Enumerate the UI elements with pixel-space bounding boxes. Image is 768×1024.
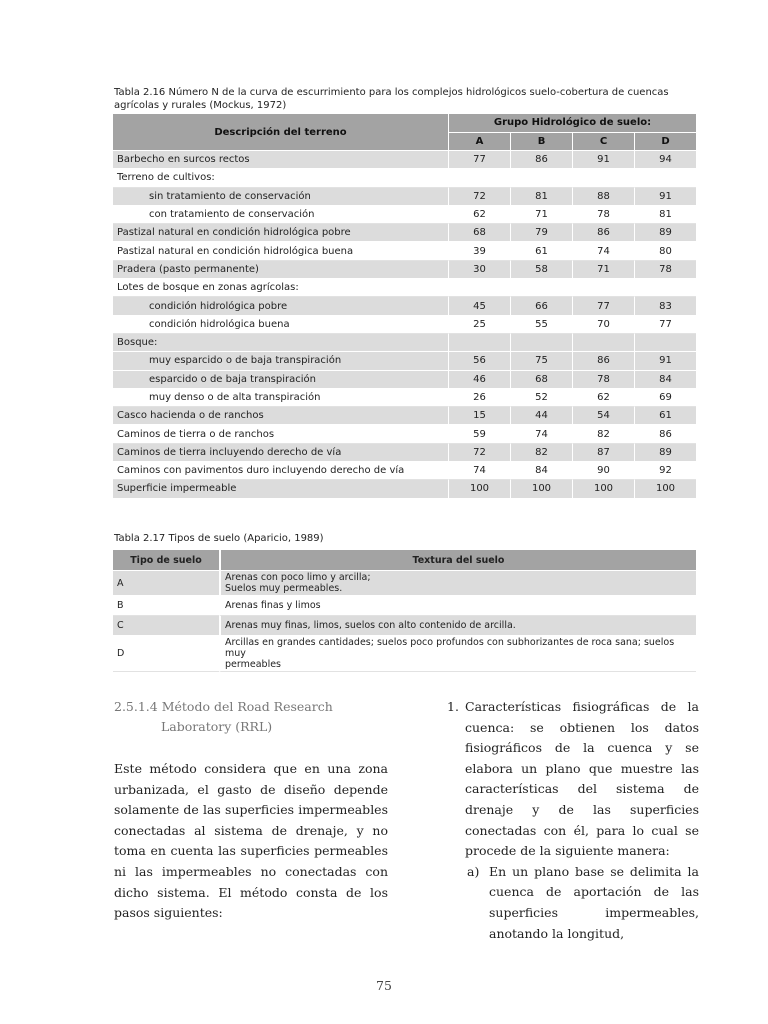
- texture-line: Arenas muy finas, limos, suelos con alto contenido de arcilla.: [225, 620, 516, 631]
- header-soil-type: Tipo de suelo: [113, 550, 219, 571]
- soil-texture-cell: [219, 596, 696, 616]
- cell-group-c: 70: [572, 316, 634, 334]
- cell-group-a: 15: [448, 407, 510, 425]
- soil-texture-cell: [219, 636, 696, 672]
- cell-group-d: 61: [634, 407, 696, 425]
- cell-group-c: [572, 169, 634, 187]
- row-description: Bosque:: [113, 334, 448, 352]
- cell-group-d: 91: [634, 188, 696, 206]
- cell-group-b: 75: [510, 352, 572, 370]
- cell-group-b: 86: [510, 151, 572, 169]
- cell-group-b: [510, 279, 572, 297]
- table-row: [113, 151, 696, 169]
- sub-list-item: [467, 862, 699, 944]
- steps-list: [447, 697, 699, 944]
- cell-group-d: [634, 279, 696, 297]
- sub-list-item-text: En un plano base se delimita la cuenca de aportación de las superficies impermeables, anotando la longitud,: [489, 863, 699, 941]
- list-item: [447, 697, 699, 944]
- header-group-a: A: [448, 133, 510, 152]
- cell-group-a: 56: [448, 352, 510, 370]
- sub-list-item-marker: a): [467, 863, 480, 879]
- table-row: [113, 425, 696, 443]
- soil-texture-cell: [219, 571, 696, 596]
- table-217: [113, 550, 696, 672]
- cell-group-b: 100: [510, 480, 572, 498]
- row-description: con tratamiento de conservación: [113, 206, 448, 224]
- cell-group-c: 86: [572, 224, 634, 242]
- cell-group-d: 91: [634, 352, 696, 370]
- row-description: esparcido o de baja transpiración: [113, 371, 448, 389]
- section-heading-line1: 2.5.1.4 Método del Road Research: [114, 699, 333, 714]
- row-description: condición hidrológica pobre: [113, 297, 448, 315]
- soil-texture-cell: [219, 616, 696, 636]
- row-description: Barbecho en surcos rectos: [113, 151, 448, 169]
- row-description: muy denso o de alta transpiración: [113, 389, 448, 407]
- section-heading: [114, 697, 333, 737]
- cell-group-d: 89: [634, 224, 696, 242]
- cell-group-a: 26: [448, 389, 510, 407]
- table-row: [113, 407, 696, 425]
- cell-group-c: 78: [572, 206, 634, 224]
- page-number: 75: [376, 978, 392, 993]
- cell-group-c: 100: [572, 480, 634, 498]
- table-row: [113, 444, 696, 462]
- cell-group-c: 78: [572, 371, 634, 389]
- cell-group-b: 58: [510, 261, 572, 279]
- cell-group-c: 62: [572, 389, 634, 407]
- cell-group-a: [448, 279, 510, 297]
- cell-group-d: 78: [634, 261, 696, 279]
- row-description: Superficie impermeable: [113, 480, 448, 498]
- cell-group-b: 68: [510, 371, 572, 389]
- cell-group-c: 90: [572, 462, 634, 480]
- table-row: [113, 169, 696, 187]
- section-heading-line2: Laboratory (RRL): [161, 719, 273, 734]
- cell-group-c: 87: [572, 444, 634, 462]
- cell-group-a: [448, 334, 510, 352]
- cell-group-c: [572, 334, 634, 352]
- cell-group-d: 86: [634, 425, 696, 443]
- header-description: Descripción del terreno: [113, 114, 448, 151]
- cell-group-c: 71: [572, 261, 634, 279]
- cell-group-b: 81: [510, 188, 572, 206]
- header-soil-texture: Textura del suelo: [219, 550, 696, 571]
- row-description: condición hidrológica buena: [113, 316, 448, 334]
- cell-group-b: 61: [510, 242, 572, 260]
- table-row: [113, 352, 696, 370]
- cell-group-b: 84: [510, 462, 572, 480]
- cell-group-d: 89: [634, 444, 696, 462]
- list-item-text: Características fisiográficas de la cuenca: se obtienen los datos fisiográficos de la cuenca y se elabora un plano que muestre las características del sistema de drenaje y de las superficies conectadas con él, para lo cual se procede de la siguiente manera:: [465, 699, 699, 859]
- table-row: [113, 334, 696, 352]
- table-216-caption: Tabla 2.16 Número N de la curva de escurrimiento para los complejos hidrológicos suelo-cobertura de cuencas agrícolas y rurales (Mockus, 1972): [114, 87, 669, 111]
- texture-line: Arenas con poco limo y arcilla;: [225, 572, 371, 583]
- cell-group-b: 66: [510, 297, 572, 315]
- table-row: [113, 462, 696, 480]
- list-item-marker: 1.: [447, 699, 459, 714]
- cell-group-a: 100: [448, 480, 510, 498]
- row-description: Caminos de tierra o de ranchos: [113, 425, 448, 443]
- cell-group-b: 74: [510, 425, 572, 443]
- row-description: Pastizal natural en condición hidrológica pobre: [113, 224, 448, 242]
- header-group-b: B: [510, 133, 572, 152]
- cell-group-a: 25: [448, 316, 510, 334]
- cell-group-b: 44: [510, 407, 572, 425]
- cell-group-b: 82: [510, 444, 572, 462]
- table-row: [113, 206, 696, 224]
- soil-type-cell: D: [113, 636, 219, 672]
- cell-group-a: 46: [448, 371, 510, 389]
- soil-type-cell: B: [113, 596, 219, 616]
- cell-group-d: 77: [634, 316, 696, 334]
- table-row: [113, 261, 696, 279]
- row-description: Pradera (pasto permanente): [113, 261, 448, 279]
- cell-group-a: 30: [448, 261, 510, 279]
- cell-group-c: 74: [572, 242, 634, 260]
- row-description: Casco hacienda o de ranchos: [113, 407, 448, 425]
- cell-group-b: [510, 169, 572, 187]
- soil-type-cell: C: [113, 616, 219, 636]
- texture-line: Arcillas en grandes cantidades; suelos poco profundos con subhorizantes de roca sana; suelos muy: [225, 637, 675, 659]
- cell-group-b: 71: [510, 206, 572, 224]
- cell-group-d: 92: [634, 462, 696, 480]
- table-216: [113, 114, 696, 499]
- cell-group-d: 69: [634, 389, 696, 407]
- cell-group-d: 94: [634, 151, 696, 169]
- cell-group-d: 100: [634, 480, 696, 498]
- table-row: [113, 297, 696, 315]
- cell-group-a: 39: [448, 242, 510, 260]
- cell-group-a: [448, 169, 510, 187]
- row-description: Caminos con pavimentos duro incluyendo derecho de vía: [113, 462, 448, 480]
- cell-group-d: [634, 334, 696, 352]
- cell-group-b: 52: [510, 389, 572, 407]
- table-row: [113, 279, 696, 297]
- row-description: muy esparcido o de baja transpiración: [113, 352, 448, 370]
- cell-group-d: [634, 169, 696, 187]
- header-hydrologic-group: Grupo Hidrológico de suelo:: [448, 114, 696, 133]
- cell-group-a: 45: [448, 297, 510, 315]
- texture-line: Arenas finas y limos: [225, 600, 321, 611]
- table-row: [113, 389, 696, 407]
- cell-group-a: 72: [448, 444, 510, 462]
- table-row: [113, 480, 696, 498]
- row-description: Pastizal natural en condición hidrológica buena: [113, 242, 448, 260]
- cell-group-d: 80: [634, 242, 696, 260]
- row-description: Lotes de bosque en zonas agrícolas:: [113, 279, 448, 297]
- cell-group-a: 77: [448, 151, 510, 169]
- cell-group-c: 77: [572, 297, 634, 315]
- section-paragraph: Este método considera que en una zona urbanizada, el gasto de diseño depende solamente de las superficies impermeables conectadas al sistema de drenaje, y no toma en cuenta las superficies permeables ni las impermeables no conectadas con dicho sistema. El método consta de los pasos siguientes:: [114, 761, 388, 921]
- cell-group-c: 82: [572, 425, 634, 443]
- cell-group-a: 59: [448, 425, 510, 443]
- table-row: [113, 224, 696, 242]
- table-row: [113, 371, 696, 389]
- texture-line: Suelos muy permeables.: [225, 583, 343, 594]
- table-row: [113, 596, 696, 616]
- cell-group-d: 81: [634, 206, 696, 224]
- table-row: [113, 616, 696, 636]
- cell-group-c: [572, 279, 634, 297]
- soil-type-cell: A: [113, 571, 219, 596]
- texture-line: permeables: [225, 659, 281, 670]
- cell-group-b: [510, 334, 572, 352]
- cell-group-a: 72: [448, 188, 510, 206]
- row-description: Terreno de cultivos:: [113, 169, 448, 187]
- cell-group-a: 62: [448, 206, 510, 224]
- cell-group-b: 79: [510, 224, 572, 242]
- cell-group-b: 55: [510, 316, 572, 334]
- cell-group-c: 88: [572, 188, 634, 206]
- cell-group-c: 86: [572, 352, 634, 370]
- cell-group-d: 84: [634, 371, 696, 389]
- header-group-c: C: [572, 133, 634, 152]
- row-description: sin tratamiento de conservación: [113, 188, 448, 206]
- cell-group-c: 54: [572, 407, 634, 425]
- table-217-caption: Tabla 2.17 Tipos de suelo (Aparicio, 1989): [114, 533, 324, 544]
- cell-group-c: 91: [572, 151, 634, 169]
- table-row: [113, 242, 696, 260]
- table-row: [113, 316, 696, 334]
- header-group-d: D: [634, 133, 696, 152]
- table-row: [113, 188, 696, 206]
- table-row: [113, 571, 696, 596]
- table-row: [113, 636, 696, 672]
- row-description: Caminos de tierra incluyendo derecho de vía: [113, 444, 448, 462]
- cell-group-a: 74: [448, 462, 510, 480]
- cell-group-a: 68: [448, 224, 510, 242]
- cell-group-d: 83: [634, 297, 696, 315]
